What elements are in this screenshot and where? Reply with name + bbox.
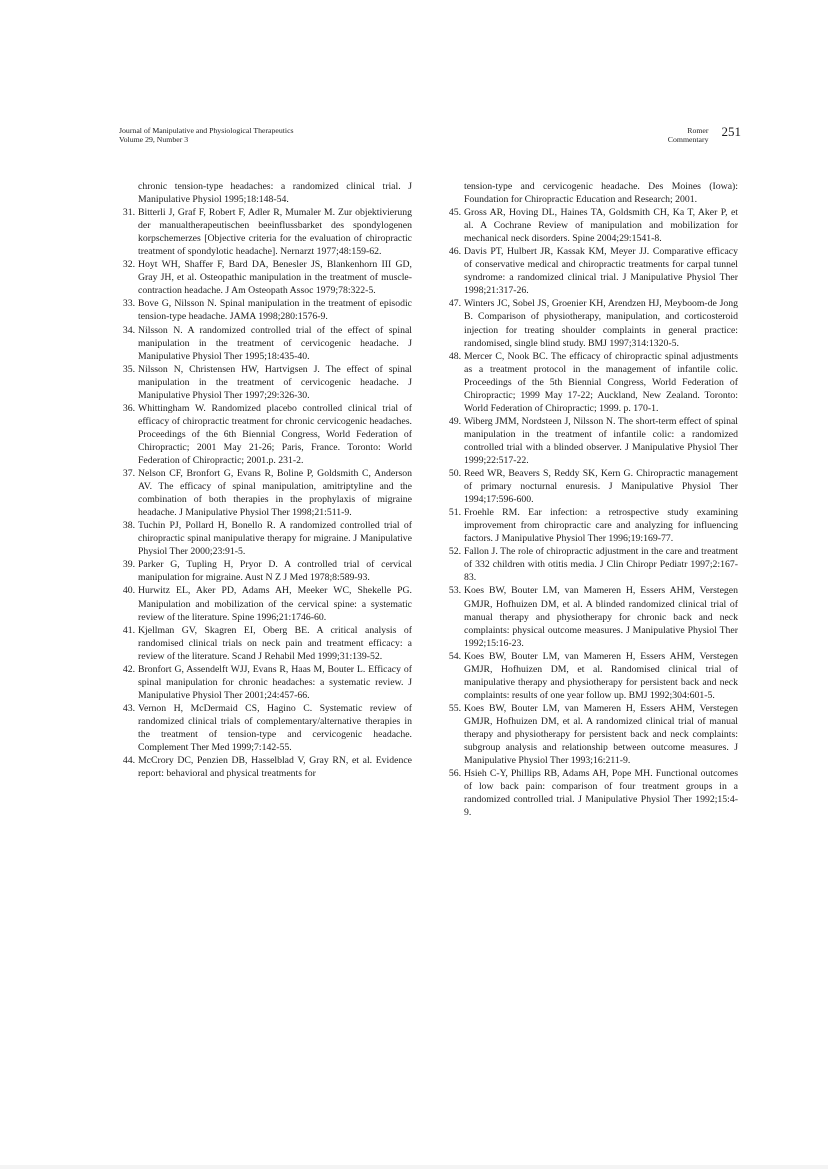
- reference-item: [444, 767, 738, 819]
- reference-item: [444, 415, 738, 467]
- reference-number: 44.: [122, 755, 135, 767]
- reference-item: [118, 702, 412, 754]
- reference-text: Fallon J. The role of chiropractic adjustment in the care and treatment of 332 children with otitis media. J Clin Chiropr Pediatr 1997;2:167-83.: [464, 546, 738, 584]
- reference-number: 39.: [122, 559, 135, 571]
- reference-text: Hurwitz EL, Aker PD, Adams AH, Meeker WC, Shekelle PG. Manipulation and mobilization of the cervical spine: a systematic review of the literature. Spine 1996;21:1746-60.: [138, 585, 412, 623]
- reference-number: 46.: [448, 246, 461, 258]
- reference-number: 56.: [448, 768, 461, 780]
- reference-text: Bronfort G, Assendelft WJJ, Evans R, Haas M, Bouter L. Efficacy of spinal manipulation for chronic headaches: a systematic review. J Manipulative Physiol Ther 2001;24:457-66.: [138, 663, 412, 701]
- reference-item: [118, 324, 412, 363]
- running-header-article: [668, 126, 741, 144]
- reference-number: 32.: [122, 259, 135, 271]
- reference-number: 45.: [448, 207, 461, 219]
- reference-text: Parker G, Tupling H, Pryor D. A controlled trial of cervical manipulation for migraine. Aust N Z J Med 1978;8:589-93.: [138, 559, 412, 584]
- reference-text: Mercer C, Nook BC. The efficacy of chiropractic spinal adjustments as a treatment protocol in the management of infantile colic. Proceedings of the 5th Biennial Congress, World Federation of Chiropractic; 1999 May 17-22; Auckland, New Zealand. Toronto: World Federation of Chiropractic; 1999. p. 170-1.: [464, 350, 738, 414]
- journal-title: Journal of Manipulative and Physiological Therapeutics: [119, 126, 294, 135]
- reference-number: 36.: [122, 402, 135, 414]
- reference-text: Hoyt WH, Shaffer F, Bard DA, Benesler JS, Blankenhorn III GD, Gray JH, et al. Osteopathic manipulation in the treatment of muscle-contraction headache. J Am Osteopath Assoc 1979;78:322-5.: [138, 259, 412, 297]
- article-author: Romer: [687, 126, 709, 135]
- reference-text: Koes BW, Bouter LM, van Mameren H, Essers AHM, Verstegen GMJR, Hofhuizen DM, et al. A randomized clinical trial of manual therapy and physiotherapy for persistent back and neck complaints: subgroup analysis and relationship between outcome measures. J Manipulative Physiol Ther 1993;16:211-9.: [464, 702, 738, 767]
- reference-continuation: [444, 180, 738, 206]
- reference-text: chronic tension-type headaches: a randomized clinical trial. J Manipulative Physiol 1995;18:148-54.: [138, 181, 412, 206]
- reference-text: Winters JC, Sobel JS, Groenier KH, Arendzen HJ, Meyboom-de Jong B. Comparison of physiotherapy, manipulation, and corticosteroid injection for treating shoulder complaints in general practice: randomised, single blind study. BMJ 1997;314:1320-5.: [464, 298, 738, 349]
- reference-item: [118, 467, 412, 519]
- reference-text: Nilsson N, Christensen HW, Hartvigsen J. The effect of spinal manipulation in the treatment of cervicogenic headache. J Manipulative Physiol Ther 1997;29:326-30.: [138, 363, 412, 401]
- reference-text: Koes BW, Bouter LM, van Mameren H, Essers AHM, Verstegen GMJR, Hofhuizen DM, et al. A blinded randomized clinical trial of manual therapy and physiotherapy for chronic back and neck complaints: physical outcome measures. J Manipulative Physiol Ther 1992;15:16-23.: [464, 585, 738, 649]
- reference-item: [118, 519, 412, 558]
- reference-text: Gross AR, Hoving DL, Haines TA, Goldsmith CH, Ka T, Aker P, et al. A Cochrane Review of manipulation and mobilization for mechanical neck disorders. Spine 2004;29:1541-8.: [464, 207, 738, 245]
- reference-number: 53.: [448, 585, 461, 597]
- reference-item: [118, 754, 412, 780]
- reference-text: Froehle RM. Ear infection: a retrospective study examining improvement from chiropractic care and analyzing for influencing factors. J Manipulative Physiol Ther 1996;19:169-77.: [464, 507, 738, 545]
- reference-item: [444, 584, 738, 649]
- reference-item: [444, 297, 738, 349]
- reference-text: Tuchin PJ, Pollard H, Bonello R. A randomized controlled trial of chiropractic spinal manipulative therapy for migraine. J Manipulative Physiol Ther 2000;23:91-5.: [138, 520, 412, 558]
- reference-number: 48.: [448, 350, 461, 362]
- reference-number: 47.: [448, 298, 461, 310]
- reference-number: 37.: [122, 468, 135, 480]
- page-number: 251: [721, 124, 741, 139]
- references-left-column: [118, 180, 412, 780]
- reference-number: 55.: [448, 702, 461, 714]
- references-right-column: [444, 180, 738, 819]
- reference-text: Whittingham W. Randomized placebo controlled clinical trial of efficacy of chiropractic treatment for chronic cervicogenic headaches. Proceedings of the 6th Biennial Congress, World Federation of Chiropractic; 2001 May 21-26; Paris, France. Toronto: World Federation of Chiropractic; 2001.p. 231-2.: [138, 402, 412, 466]
- reference-item: [444, 350, 738, 415]
- reference-number: 40.: [122, 585, 135, 597]
- reference-item: [118, 258, 412, 297]
- reference-text: tension-type and cervicogenic headache. Des Moines (Iowa): Foundation for Chiropractic Education and Research; 2001.: [464, 181, 738, 206]
- reference-item: [444, 245, 738, 297]
- reference-list: [444, 206, 738, 819]
- reference-item: [118, 402, 412, 467]
- reference-item: [118, 206, 412, 258]
- reference-list: [118, 206, 412, 780]
- reference-text: Bitterli J, Graf F, Robert F, Adler R, Mumaler M. Zur objektivierung der manualtherapeutischen beeinflussbarket des spondylogenen korpschemerzes [Objective criteria for the evaluation of chiropractic treatment of spondylotic headache]. Nernarzt 1977;48:159-62.: [138, 207, 412, 258]
- reference-number: 31.: [122, 207, 135, 219]
- running-header-journal: [119, 126, 294, 144]
- reference-text: Kjellman GV, Skagren EI, Oberg BE. A critical analysis of randomised clinical trials on neck pain and treatment efficacy: a review of the literature. Scand J Rehabil Med 1999;31:139-52.: [138, 624, 412, 662]
- page-bottom-edge: [0, 1165, 828, 1169]
- reference-text: Nelson CF, Bronfort G, Evans R, Boline P, Goldsmith C, Anderson AV. The efficacy of spinal manipulation, amitriptyline and the combination of both therapies in the prophylaxis of migraine headache. J Manipulative Physiol Ther 1998;21:511-9.: [138, 468, 412, 519]
- reference-number: 54.: [448, 650, 461, 662]
- reference-item: [118, 584, 412, 623]
- article-section: Commentary: [667, 135, 709, 145]
- reference-item: [444, 506, 738, 545]
- reference-text: McCrory DC, Penzien DB, Hasselblad V, Gray RN, et al. Evidence report: behavioral and physical treatments for: [138, 755, 412, 780]
- reference-item: [118, 624, 412, 663]
- reference-text: Bove G, Nilsson N. Spinal manipulation in the treatment of episodic tension-type headache. JAMA 1998;280:1576-9.: [138, 298, 412, 323]
- reference-continuation: [118, 180, 412, 206]
- reference-text: Davis PT, Hulbert JR, Kassak KM, Meyer JJ. Comparative efficacy of conservative medical and chiropractic treatments for carpal tunnel syndrome: a randomized clinical trial. J Manipulative Physiol Ther 1998;21:317-26.: [464, 246, 738, 297]
- reference-number: 52.: [448, 546, 461, 558]
- reference-number: 34.: [122, 324, 135, 336]
- reference-text: Hsieh C-Y, Phillips RB, Adams AH, Pope MH. Functional outcomes of low back pain: comparison of four treatment groups in a randomized controlled trial. J Manipulative Physiol Ther 1992;15:4-9.: [464, 768, 738, 819]
- reference-number: 49.: [448, 415, 461, 427]
- reference-number: 51.: [448, 507, 461, 519]
- reference-number: 50.: [448, 468, 461, 480]
- reference-number: 38.: [122, 520, 135, 532]
- reference-text: Nilsson N. A randomized controlled trial of the effect of spinal manipulation in the treatment of cervicogenic headache. J Manipulative Physiol Ther 1995;18:435-40.: [138, 324, 412, 362]
- reference-number: 41.: [122, 624, 135, 636]
- reference-item: [444, 650, 738, 702]
- reference-item: [444, 206, 738, 245]
- reference-text: Vernon H, McDermaid CS, Hagino C. Systematic review of randomized clinical trials of complementary/alternative therapies in the treatment of tension-type and cervicogenic headache. Complement Ther Med 1999;7:142-55.: [138, 702, 412, 754]
- journal-volume: Volume 29, Number 3: [119, 135, 189, 145]
- reference-number: 33.: [122, 298, 135, 310]
- reference-item: [118, 663, 412, 702]
- reference-text: Reed WR, Beavers S, Reddy SK, Kern G. Chiropractic management of primary nocturnal enuresis. J Manipulative Physiol Ther 1994;17:596-600.: [464, 468, 738, 506]
- reference-number: 43.: [122, 702, 135, 714]
- article-info: [668, 126, 709, 144]
- reference-item: [118, 558, 412, 584]
- reference-item: [118, 363, 412, 402]
- reference-item: [444, 545, 738, 584]
- reference-item: [444, 702, 738, 767]
- reference-text: Koes BW, Bouter LM, van Mameren H, Essers AHM, Verstegen GMJR, Hofhuizen DM, et al. Randomised clinical trial of manipulative therapy and physiotherapy for persistent back and neck complaints: results of one year follow up. BMJ 1992;304:601-5.: [464, 650, 738, 701]
- reference-item: [444, 467, 738, 506]
- reference-text: Wiberg JMM, Nordsteen J, Nilsson N. The short-term effect of spinal manipulation in the treatment of infantile colic: a randomized controlled trial with a blinded observer. J Manipulative Physiol Ther 1999;22:517-22.: [464, 415, 738, 466]
- reference-number: 35.: [122, 363, 135, 375]
- reference-number: 42.: [122, 663, 135, 675]
- reference-item: [118, 297, 412, 323]
